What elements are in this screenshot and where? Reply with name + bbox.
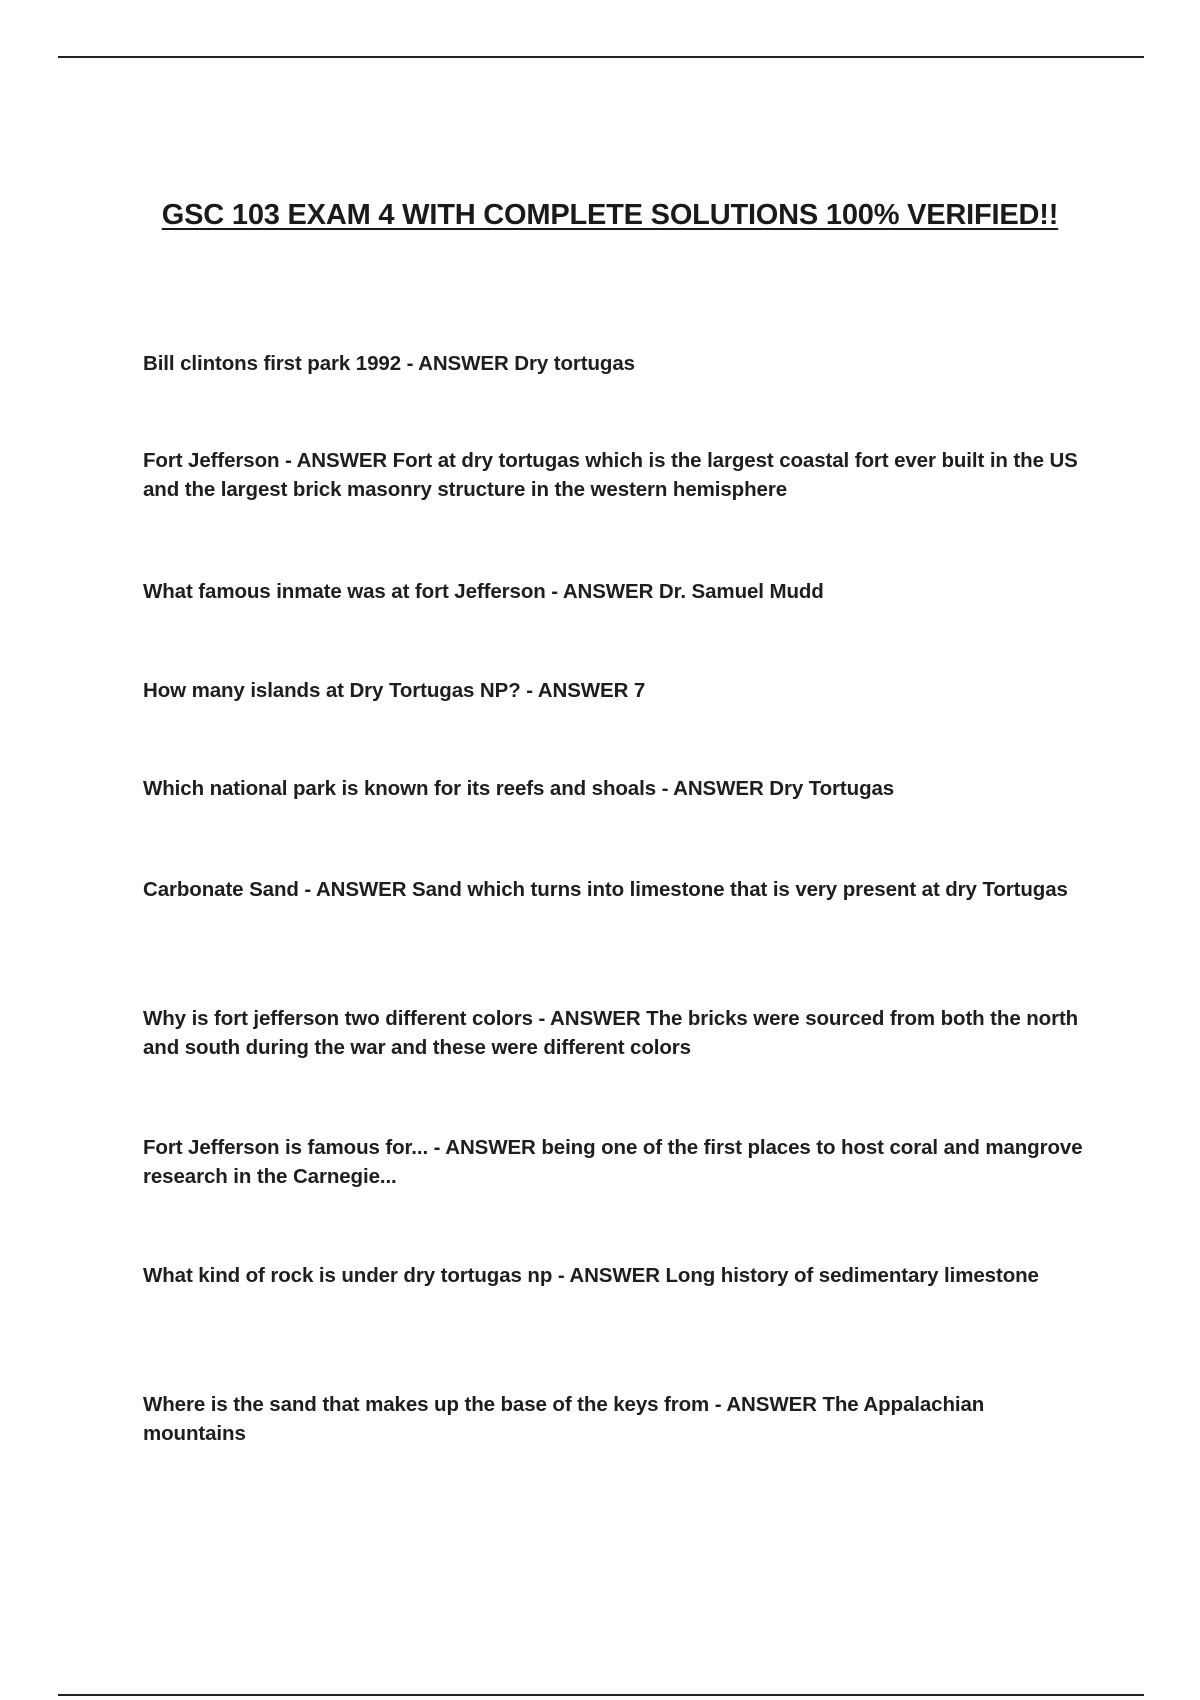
- qa-item: What kind of rock is under dry tortugas np - ANSWER Long history of sedimentary limestone: [143, 1264, 1039, 1287]
- bottom-rule: [58, 1694, 1144, 1696]
- qa-item: Bill clintons first park 1992 - ANSWER Dry tortugas: [143, 352, 635, 375]
- document-title: GSC 103 EXAM 4 WITH COMPLETE SOLUTIONS 100% VERIFIED!!: [161, 199, 1059, 231]
- qa-item: Why is fort jefferson two different colors - ANSWER The bricks were sourced from both the north and south during the war and these were different colors: [143, 1007, 1079, 1059]
- qa-item: Fort Jefferson - ANSWER Fort at dry tortugas which is the largest coastal fort ever built in the US and the largest brick masonry structure in the western hemisphere: [143, 449, 1078, 501]
- qa-item: How many islands at Dry Tortugas NP? - ANSWER 7: [143, 679, 646, 702]
- qa-item: Carbonate Sand - ANSWER Sand which turns into limestone that is very present at dry Tortugas: [143, 878, 1068, 901]
- qa-item: Fort Jefferson is famous for... - ANSWER being one of the first places to host coral and mangrove research in the Carnegie...: [143, 1136, 1083, 1188]
- top-rule: [58, 56, 1144, 58]
- qa-item: Where is the sand that makes up the base of the keys from - ANSWER The Appalachian mountains: [143, 1393, 985, 1445]
- qa-item: What famous inmate was at fort Jefferson - ANSWER Dr. Samuel Mudd: [143, 580, 824, 603]
- qa-item: Which national park is known for its reefs and shoals - ANSWER Dry Tortugas: [143, 777, 895, 800]
